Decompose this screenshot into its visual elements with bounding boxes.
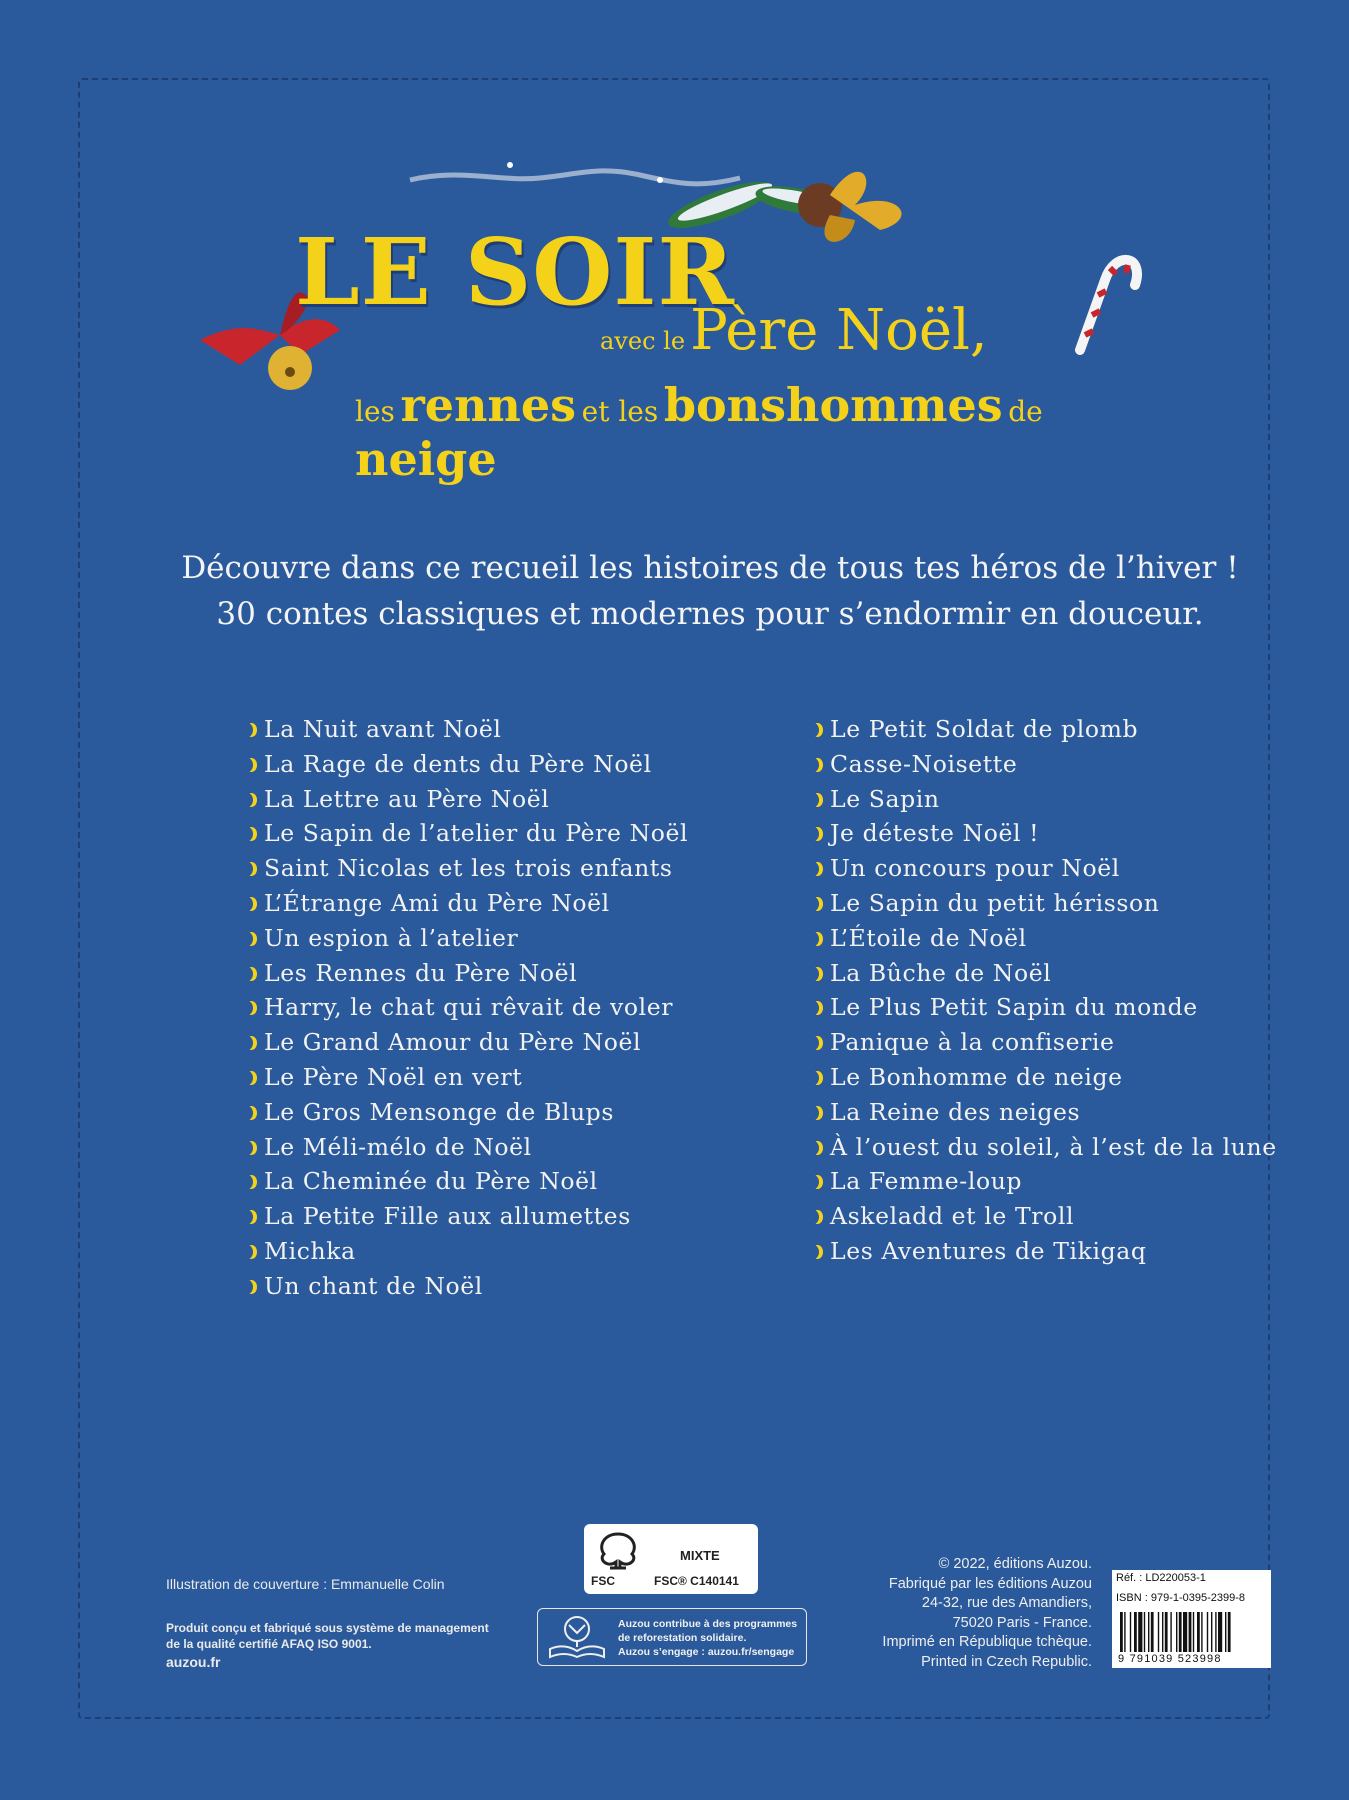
story-title: Le Père Noël en vert <box>264 1062 523 1091</box>
story-item <box>246 921 688 956</box>
story-title: Un espion à l’atelier <box>264 923 519 952</box>
story-title: La Bûche de Noël <box>830 958 1052 987</box>
crescent-moon-icon <box>808 1210 819 1224</box>
story-item <box>246 782 688 817</box>
crescent-moon-icon <box>808 1071 819 1085</box>
pub-line: Imprimé en République tchèque. <box>882 1634 1092 1650</box>
crescent-moon-icon <box>242 723 253 737</box>
story-item <box>246 1234 688 1269</box>
title-word: rennes <box>400 378 577 432</box>
barcode-number: 9 791039 523998 <box>1118 1653 1222 1665</box>
barcode-bar <box>1134 1612 1137 1652</box>
crescent-moon-icon <box>242 1210 253 1224</box>
title-block <box>180 160 1180 486</box>
story-item <box>812 816 1277 851</box>
story-item <box>246 851 688 886</box>
crescent-moon-icon <box>808 897 819 911</box>
barcode-bar <box>1218 1612 1222 1652</box>
crescent-moon-icon <box>808 723 819 737</box>
story-title: L’Étoile de Noël <box>830 923 1027 952</box>
pub-line: Fabriqué par les éditions Auzou <box>888 1575 1092 1592</box>
fsc-code: FSC® C140141 <box>654 1574 739 1588</box>
story-title: Un concours pour Noël <box>830 854 1120 883</box>
title-word: bonshommes <box>663 378 1003 432</box>
story-item <box>812 956 1277 991</box>
story-item <box>812 1025 1277 1060</box>
barcode-bar <box>1215 1612 1216 1652</box>
story-title: Le Grand Amour du Père Noël <box>264 1028 642 1057</box>
story-title: Harry, le chat qui rêvait de voler <box>264 993 674 1022</box>
refo-line: Auzou s’engage : auzou.fr/sengage <box>618 1646 795 1658</box>
crescent-moon-icon <box>242 967 253 981</box>
crescent-moon-icon <box>242 793 253 807</box>
crescent-moon-icon <box>242 1141 253 1155</box>
reforestation-box <box>537 1608 807 1666</box>
crescent-moon-icon <box>808 793 819 807</box>
crescent-moon-icon <box>242 862 253 876</box>
story-title: Le Sapin du petit hérisson <box>830 888 1160 917</box>
story-title: Saint Nicolas et les trois enfants <box>264 854 673 883</box>
title-word: et les <box>581 395 659 428</box>
barcode-bar <box>1120 1612 1123 1652</box>
story-item <box>246 990 688 1025</box>
barcode-bar <box>1148 1612 1149 1652</box>
barcode-bar <box>1165 1612 1168 1652</box>
story-item <box>812 1234 1277 1269</box>
story-item <box>246 1199 688 1234</box>
barcode-bar <box>1211 1612 1212 1652</box>
barcode-bar <box>1225 1612 1226 1652</box>
story-item <box>812 886 1277 921</box>
quality-notice <box>166 1620 496 1652</box>
barcode-icon <box>1120 1612 1263 1652</box>
title-line2-small: avec le <box>600 327 686 355</box>
tree-book-icon <box>544 1615 610 1659</box>
story-item <box>812 1164 1277 1199</box>
story-title: Les Rennes du Père Noël <box>264 958 578 987</box>
barcode-bar <box>1176 1612 1177 1652</box>
barcode-bar <box>1144 1612 1145 1652</box>
crescent-moon-icon <box>808 758 819 772</box>
story-title: Le Sapin <box>830 784 940 813</box>
story-item <box>812 921 1277 956</box>
story-item <box>246 1095 688 1130</box>
story-title: Le Plus Petit Sapin du monde <box>830 993 1198 1022</box>
barcode-bar <box>1207 1612 1208 1652</box>
story-title: La Femme-loup <box>830 1167 1023 1196</box>
story-title: Le Méli-mélo de Noël <box>264 1132 532 1161</box>
story-title: À l’ouest du soleil, à l’est de la lune <box>830 1132 1277 1161</box>
barcode-bar <box>1189 1612 1192 1652</box>
barcode-bar <box>1201 1612 1202 1652</box>
fsc-label-box <box>584 1524 758 1594</box>
barcode-bar <box>1162 1612 1163 1652</box>
crescent-moon-icon <box>808 1106 819 1120</box>
crescent-moon-icon <box>242 1245 253 1259</box>
story-item <box>812 1199 1277 1234</box>
intro-text <box>160 545 1260 637</box>
quality-line: Produit conçu et fabriqué sous système de management <box>166 1621 489 1635</box>
story-item <box>812 712 1277 747</box>
crescent-moon-icon <box>808 932 819 946</box>
story-list-right <box>812 712 1277 1269</box>
quality-line: de la qualité certifié AFAQ ISO 9001. <box>166 1637 372 1651</box>
barcode-bar <box>1179 1612 1182 1652</box>
crescent-moon-icon <box>242 827 253 841</box>
refo-line: de reforestation solidaire. <box>618 1632 747 1644</box>
fsc-tree-icon <box>590 1530 646 1570</box>
story-title: La Lettre au Père Noël <box>264 784 550 813</box>
story-item <box>246 956 688 991</box>
story-item <box>812 1060 1277 1095</box>
story-title: Le Gros Mensonge de Blups <box>264 1097 614 1126</box>
crescent-moon-icon <box>808 1141 819 1155</box>
story-title: Askeladd et le Troll <box>830 1202 1075 1231</box>
fsc-label: FSC <box>591 1574 615 1588</box>
story-title: La Reine des neiges <box>830 1097 1081 1126</box>
story-item <box>812 990 1277 1025</box>
story-title: Le Sapin de l’atelier du Père Noël <box>264 819 689 848</box>
crescent-moon-icon <box>242 1280 253 1294</box>
crescent-moon-icon <box>242 932 253 946</box>
story-title: La Nuit avant Noël <box>264 715 502 743</box>
crescent-moon-icon <box>242 1106 253 1120</box>
intro-line-2: 30 contes classiques et modernes pour s’endormir en douceur. <box>216 596 1204 632</box>
title-main: LE SOIR <box>295 218 735 326</box>
story-title: Panique à la confiserie <box>830 1028 1115 1057</box>
story-title: La Petite Fille aux allumettes <box>264 1202 631 1231</box>
barcode-bar <box>1158 1612 1159 1652</box>
crescent-moon-icon <box>242 1071 253 1085</box>
story-title: Casse-Noisette <box>830 749 1018 778</box>
story-item <box>246 747 688 782</box>
crescent-moon-icon <box>808 967 819 981</box>
story-list-left <box>246 712 688 1304</box>
title-line2 <box>600 298 988 363</box>
story-item <box>246 1130 688 1165</box>
story-title: Je déteste Noël ! <box>830 819 1040 848</box>
story-item <box>246 816 688 851</box>
barcode-box <box>1112 1570 1271 1668</box>
barcode-bar <box>1151 1612 1154 1652</box>
crescent-moon-icon <box>808 1245 819 1259</box>
title-word: de <box>1008 395 1043 428</box>
reference-number: Réf. : LD220053-1 <box>1116 1572 1206 1584</box>
crescent-moon-icon <box>242 897 253 911</box>
story-item <box>246 1025 688 1060</box>
story-item <box>812 1130 1277 1165</box>
title-word: neige <box>355 432 497 486</box>
website-link[interactable]: auzou.fr <box>166 1654 221 1670</box>
story-title: Le Petit Soldat de plomb <box>830 715 1139 743</box>
story-item <box>812 747 1277 782</box>
barcode-bar <box>1197 1612 1200 1652</box>
pub-line: © 2022, éditions Auzou. <box>938 1556 1092 1572</box>
story-title: La Rage de dents du Père Noël <box>264 749 652 778</box>
story-item <box>246 1164 688 1199</box>
fsc-mixte: MIXTE <box>680 1548 720 1563</box>
crescent-moon-icon <box>808 827 819 841</box>
crescent-moon-icon <box>242 1036 253 1050</box>
crescent-moon-icon <box>242 1175 253 1189</box>
title-line3 <box>355 378 1180 486</box>
barcode-bar <box>1183 1612 1187 1652</box>
story-title: Michka <box>264 1236 356 1265</box>
reforestation-text <box>618 1617 797 1659</box>
pub-line: Printed in Czech Republic. <box>921 1653 1092 1670</box>
pub-line: 75020 Paris - France. <box>952 1614 1092 1631</box>
story-title: L’Étrange Ami du Père Noël <box>264 888 610 917</box>
story-item <box>246 886 688 921</box>
crescent-moon-icon <box>242 1001 253 1015</box>
barcode-bar <box>1124 1612 1125 1652</box>
crescent-moon-icon <box>242 758 253 772</box>
illustration-credit: Illustration de couverture : Emmanuelle Colin <box>166 1576 445 1592</box>
intro-line-1: Découvre dans ce recueil les histoires de tous tes héros de l’hiver ! <box>181 550 1239 586</box>
crescent-moon-icon <box>808 862 819 876</box>
barcode-bar <box>1138 1612 1142 1652</box>
story-item <box>246 1269 688 1304</box>
crescent-moon-icon <box>808 1001 819 1015</box>
pub-line: 24-32, rue des Amandiers, <box>921 1595 1092 1611</box>
candy-cane-icon <box>1080 260 1137 350</box>
barcode-bar <box>1228 1612 1231 1652</box>
publisher-info <box>870 1555 1092 1672</box>
barcode-bar <box>1170 1612 1171 1652</box>
barcode-bar <box>1193 1612 1194 1652</box>
refo-line: Auzou contribue à des programmes <box>618 1618 798 1630</box>
crescent-moon-icon <box>808 1175 819 1189</box>
story-item <box>812 851 1277 886</box>
crescent-moon-icon <box>808 1036 819 1050</box>
story-title: Le Bonhomme de neige <box>830 1062 1123 1091</box>
title-word: les <box>355 395 395 428</box>
story-item <box>812 782 1277 817</box>
story-title: Les Aventures de Tikigaq <box>830 1236 1147 1265</box>
story-title: Un chant de Noël <box>264 1271 483 1300</box>
story-item <box>812 1095 1277 1130</box>
story-item <box>246 1060 688 1095</box>
story-item <box>246 712 688 747</box>
story-title: La Cheminée du Père Noël <box>264 1167 598 1196</box>
isbn: ISBN : 979-1-0395-2399-8 <box>1116 1592 1246 1604</box>
title-line2-big: Père Noël, <box>690 298 988 363</box>
barcode-bar <box>1130 1612 1131 1652</box>
